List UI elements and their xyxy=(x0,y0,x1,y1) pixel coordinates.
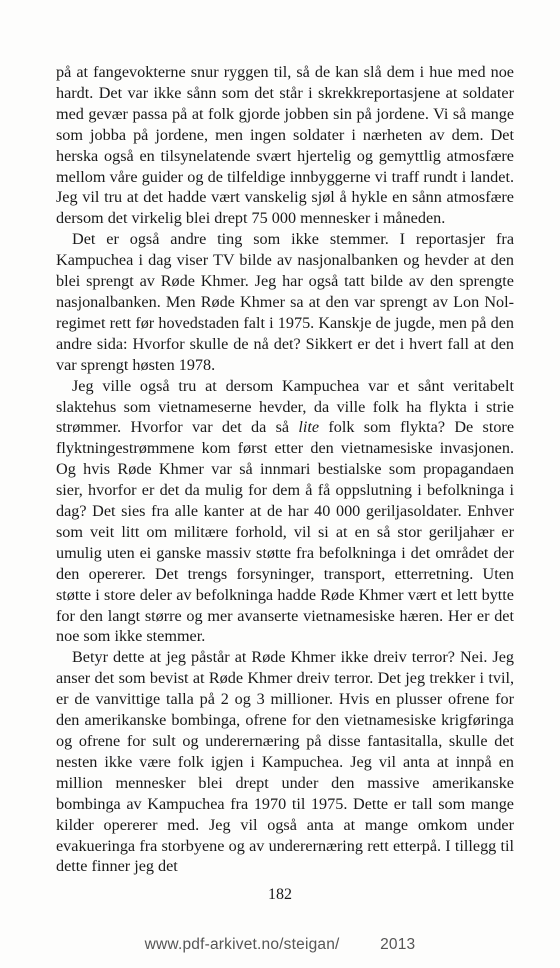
paragraph-text: Jeg ville også tru at dersom Kampuchea var et sånt veritabelt slaktehus som vietnameserne hevder, da ville folk ha flykta i strie strømmer. Hvorfor var det da så xyxy=(56,376,514,437)
paragraph-text: folk som flykta? De store flyktningestrømmene kom først etter den vietnamesiske invasjonen. Og hvis Røde Khmer var så innmari bestialske som propagandaen sier, hvorfor er det da mulig for dem å få oppslutning i befolkninga i dag? Det sies fra alle kanter at de har 40 000 geriljasoldater. Enhver som veit litt om militære forhold, vil si at en så stor geriljahær er umulig uten ei ganske massiv støtte fra befolkninga i det området der den opererer. Det trengs forsyninger, transport, etterretning. Uten støtte i store deler av befolkninga hadde Røde Khmer vært et lett bytte for den langt større og mer avanserte vietnamesiske hæren. Her er det noe som ikke stemmer. xyxy=(56,418,515,646)
footer-watermark xyxy=(0,936,560,954)
paragraph xyxy=(56,62,514,229)
paragraph xyxy=(56,229,514,375)
body-text xyxy=(56,62,514,877)
paragraph-text: på at fangevokterne snur ryggen til, så de kan slå dem i hue med noe hardt. Det var ikke sånn som det står i skrekkreportasjene at soldater med gevær passa på at folk gjorde jobben sin på jordene. Vi så mange som jobba på jordene, men ingen soldater i nærheten av dem. Det herska også en tilsynelatende svært hjertelig og gemyttlig atmosfære mellom våre guider og de tilfeldige innbyggerne vi traff rundt i landet. Jeg vil tru at det hadde vært vanskelig sjøl å hykle en sånn atmosfære dersom det virkelig blei drept 75 000 mennesker i måneden. xyxy=(56,63,514,228)
paragraph-text: Det er også andre ting som ikke stemmer. I reportasjer fra Kampuchea i dag viser TV bilde av nasjonalbanken og hevder at den blei sprengt av Røde Khmer. Jeg har også tatt bilde av den sprengte nasjonalbanken. Men Røde Khmer sa at den var sprengt av Lon Nol-regimet rett før hovedstaden falt i 1975. Kanskje de jugde, men på den andre sida: Hvorfor skulle de nå det? Sikkert er det i hvert fall at den var sprengt høsten 1978. xyxy=(56,230,514,374)
paragraph xyxy=(56,647,514,877)
emphasized-text: lite xyxy=(298,418,320,437)
paragraph xyxy=(56,376,514,648)
footer-url[interactable]: www.pdf-arkivet.no/steigan/ xyxy=(144,936,340,953)
page-number: 182 xyxy=(268,886,292,903)
paragraph-text: Betyr dette at jeg påstår at Røde Khmer ikke dreiv terror? Nei. Jeg anser det som bevist at Røde Khmer dreiv terror. Det jeg trekker i tvil, er de vanvittige talla på 2 og 3 millioner. Hvis en plusser ofrene for den amerikanske bombinga, ofrene for den vietnamesiske krigføringa og ofrene for sult og underernæring på disse fantasitalla, skulle det nesten ikke være folk igjen i Kampuchea. Jeg vil anta at innpå en million mennesker blei drept under den massive amerikanske bombinga av Kampuchea fra 1970 til 1975. Dette er tall som mange kilder opererer med. Jeg vil også anta at mange omkom under evakueringa fra storbyene og av underernæring rett etterpå. I tillegg til dette finner jeg det xyxy=(56,648,514,876)
footer-year: 2013 xyxy=(380,936,416,953)
